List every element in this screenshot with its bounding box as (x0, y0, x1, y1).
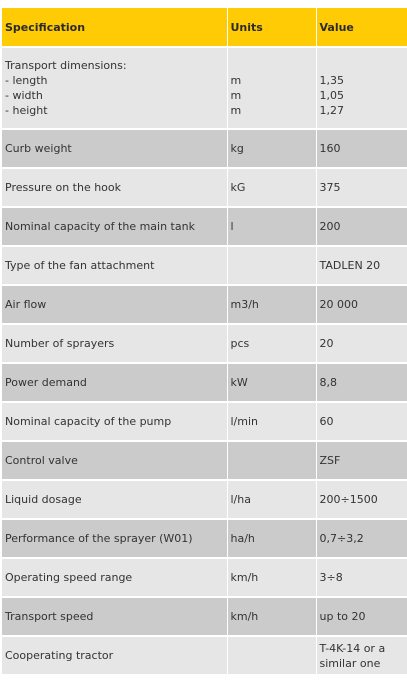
unit-cell (227, 246, 316, 285)
spec-cell: Pressure on the hook (2, 168, 227, 207)
header-units: Units (227, 8, 316, 47)
value-cell (316, 47, 407, 129)
unit-cell: l/ha (227, 480, 316, 519)
table-row (2, 636, 407, 675)
spec-cell: Air flow (2, 285, 227, 324)
table-row-transport-dimensions (2, 47, 407, 129)
spec-cell (2, 47, 227, 129)
value-line: 1,27 (319, 104, 344, 117)
unit-cell: kG (227, 168, 316, 207)
value-line: 1,05 (319, 89, 344, 102)
unit-cell: pcs (227, 324, 316, 363)
table-row (2, 402, 407, 441)
table-row (2, 168, 407, 207)
spec-cell: Cooperating tractor (2, 636, 227, 675)
spec-cell: Liquid dosage (2, 480, 227, 519)
table-header-row (2, 8, 407, 47)
table-row (2, 324, 407, 363)
value-cell: 20 000 (316, 285, 407, 324)
value-line (320, 58, 407, 73)
unit-line: m (230, 104, 242, 117)
table-row (2, 246, 407, 285)
unit-cell: m3/h (227, 285, 316, 324)
table-row (2, 480, 407, 519)
value-cell: T-4K-14 or a similar one (316, 636, 407, 675)
table-row (2, 207, 407, 246)
table-row (2, 285, 407, 324)
value-cell: up to 20 (316, 597, 407, 636)
unit-cell: km/h (227, 597, 316, 636)
spec-cell: Performance of the sprayer (W01) (2, 519, 227, 558)
spec-cell: Operating speed range (2, 558, 227, 597)
header-value: Value (316, 8, 407, 47)
unit-cell: km/h (227, 558, 316, 597)
table-row (2, 441, 407, 480)
spec-cell: Power demand (2, 363, 227, 402)
value-cell: 375 (316, 168, 407, 207)
value-cell: 200 (316, 207, 407, 246)
spec-cell: Nominal capacity of the pump (2, 402, 227, 441)
value-cell: 160 (316, 129, 407, 168)
table-row (2, 597, 407, 636)
spec-cell: Control valve (2, 441, 227, 480)
specification-table (2, 8, 407, 676)
spec-cell: Transport speed (2, 597, 227, 636)
table-row (2, 558, 407, 597)
value-line: 1,35 (319, 74, 344, 87)
value-cell: 8,8 (316, 363, 407, 402)
value-cell: 200÷1500 (316, 480, 407, 519)
value-cell: 3÷8 (316, 558, 407, 597)
value-cell: 20 (316, 324, 407, 363)
table-row (2, 363, 407, 402)
unit-cell: l/min (227, 402, 316, 441)
spec-cell: Curb weight (2, 129, 227, 168)
unit-cell: kW (227, 363, 316, 402)
unit-cell (227, 441, 316, 480)
unit-line: m (230, 74, 242, 87)
unit-line: m (230, 89, 242, 102)
value-cell: 60 (316, 402, 407, 441)
unit-cell: l (227, 207, 316, 246)
header-specification: Specification (2, 8, 227, 47)
spec-line: - length (5, 74, 48, 87)
spec-cell: Number of sprayers (2, 324, 227, 363)
spec-cell: Type of the fan attachment (2, 246, 227, 285)
spec-line: - width (5, 89, 43, 102)
unit-cell (227, 636, 316, 675)
value-cell: TADLEN 20 (316, 246, 407, 285)
spec-cell: Nominal capacity of the main tank (2, 207, 227, 246)
value-cell: 0,7÷3,2 (316, 519, 407, 558)
table-row (2, 519, 407, 558)
table-row (2, 129, 407, 168)
value-cell: ZSF (316, 441, 407, 480)
unit-line (231, 58, 316, 73)
spec-line: Transport dimensions: (5, 59, 127, 72)
unit-cell (227, 47, 316, 129)
spec-line: - height (5, 104, 48, 117)
unit-cell: ha/h (227, 519, 316, 558)
unit-cell: kg (227, 129, 316, 168)
